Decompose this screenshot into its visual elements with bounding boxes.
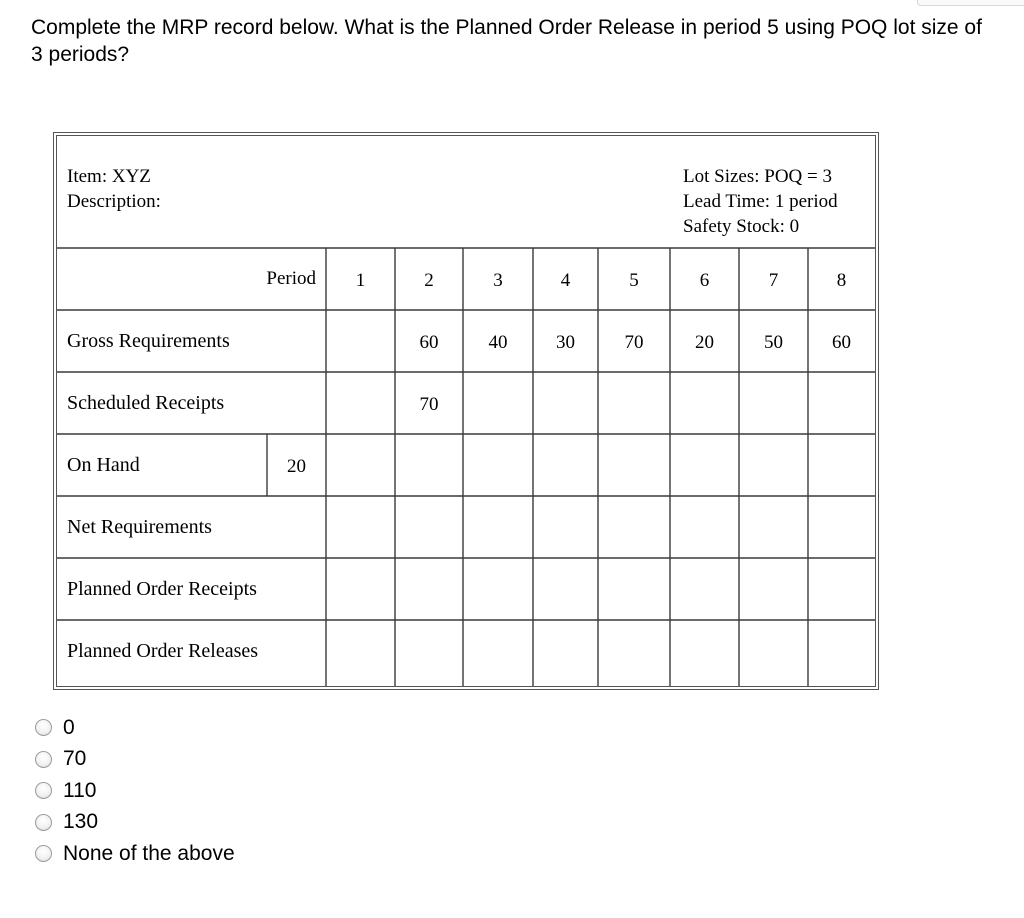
question-text: Complete the MRP record below. What is the Planned Order Release in period 5 using POQ lot size of 3 periods? (31, 16, 982, 66)
lot-info (683, 164, 838, 239)
item-label: Item: XYZ (67, 166, 151, 187)
radio-button[interactable] (35, 782, 52, 799)
gross-requirements-cell: 60 (832, 332, 851, 353)
gross-requirements-cell: 50 (764, 332, 783, 353)
answer-options (35, 712, 235, 870)
planned-order-receipts-label: Planned Order Receipts (67, 578, 257, 600)
description-label: Description: (67, 191, 161, 212)
gross-requirements-cell: 20 (695, 332, 714, 353)
option-70[interactable] (35, 744, 235, 776)
period-header: 3 (493, 270, 503, 291)
period-header: 7 (768, 270, 779, 291)
radio-button[interactable] (35, 845, 52, 862)
radio-button[interactable] (35, 719, 52, 736)
option-130[interactable] (35, 807, 235, 839)
scheduled-receipts-cell: 70 (419, 394, 439, 415)
radio-button[interactable] (35, 751, 52, 768)
option-none-of-the-above[interactable] (35, 838, 235, 870)
period-header: 5 (629, 270, 639, 291)
lead-time-label: Lead Time: 1 period (683, 191, 838, 212)
option-label: 70 (63, 747, 87, 771)
period-header: 6 (699, 270, 710, 291)
period-header: 2 (424, 270, 434, 291)
option-label: None of the above (63, 841, 235, 865)
option-110[interactable] (35, 775, 235, 807)
on-hand-initial-cell: 20 (287, 456, 306, 477)
option-label: 110 (63, 778, 97, 802)
item-info (67, 164, 161, 214)
mrp-record-table (53, 132, 879, 690)
gross-requirements-cell: 30 (556, 332, 575, 353)
on-hand-label: On Hand (67, 454, 140, 476)
period-label: Period (266, 268, 316, 289)
lot-size-label: Lot Sizes: POQ = 3 (683, 166, 832, 187)
option-label: 0 (63, 715, 75, 739)
option-label: 130 (63, 810, 99, 834)
scheduled-receipts-label: Scheduled Receipts (67, 392, 225, 414)
gross-requirements-cell: 40 (488, 332, 508, 353)
gross-requirements-cell: 60 (419, 332, 439, 353)
top-right-toolbar-edge (917, 0, 1024, 6)
gross-requirements-label: Gross Requirements (67, 330, 230, 352)
period-header: 8 (836, 270, 847, 291)
period-header: 1 (355, 270, 366, 291)
safety-stock-label: Safety Stock: 0 (683, 216, 800, 237)
planned-order-releases-label: Planned Order Releases (67, 640, 259, 662)
period-header: 4 (560, 270, 571, 291)
radio-button[interactable] (35, 814, 52, 831)
gross-requirements-cell: 70 (624, 332, 644, 353)
net-requirements-label: Net Requirements (67, 516, 212, 538)
option-0[interactable] (35, 712, 235, 744)
